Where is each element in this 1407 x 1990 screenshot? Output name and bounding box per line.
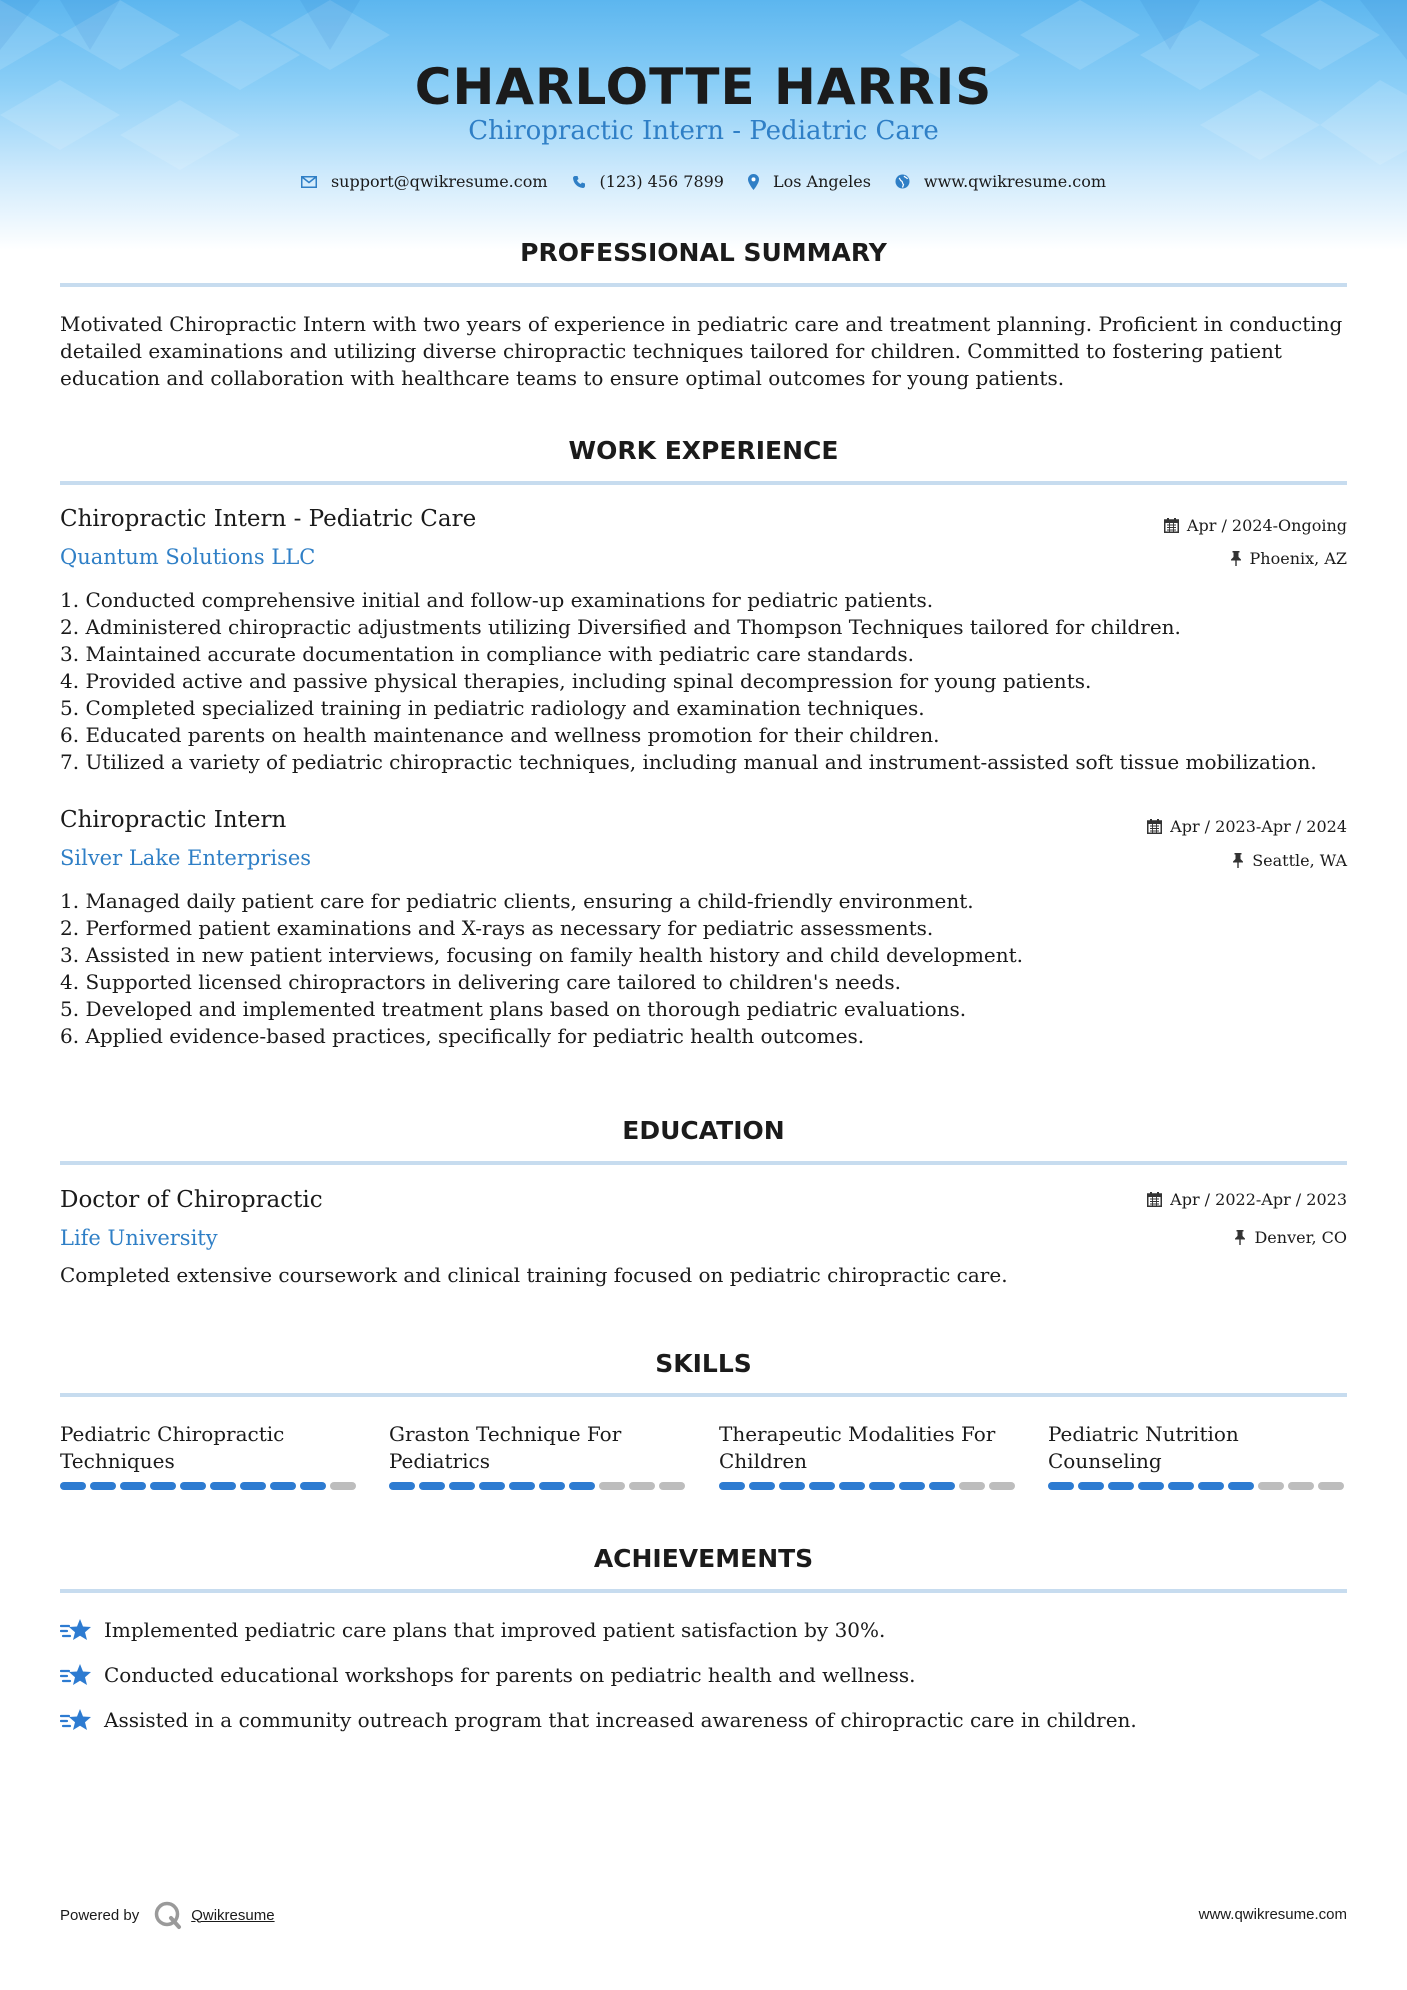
skill-segment-filled <box>449 1482 475 1490</box>
skill-segment-filled <box>240 1482 266 1490</box>
skill-segment-filled <box>749 1482 775 1490</box>
skill-segment-filled <box>1108 1482 1134 1490</box>
skill-segment-filled <box>389 1482 415 1490</box>
skill-segment-filled <box>419 1482 445 1490</box>
skill-name: Therapeutic Modalities For Children <box>719 1422 996 1473</box>
website-text: www.qwikresume.com <box>923 172 1107 191</box>
job-1-dates <box>1164 516 1347 535</box>
contact-email[interactable] <box>301 172 548 191</box>
skill-segment-filled <box>539 1482 565 1490</box>
skill-segment-filled <box>569 1482 595 1490</box>
list-item: 3. Assisted in new patient interviews, focusing on family health history and child development. <box>60 943 1024 967</box>
job-2-location-text: Seattle, WA <box>1252 851 1347 870</box>
skill-segment-empty <box>989 1482 1015 1490</box>
skill-segment-filled <box>180 1482 206 1490</box>
phone-icon <box>572 175 586 189</box>
job-2-bullets <box>60 888 1350 1050</box>
skill-level-bar <box>719 1482 1019 1490</box>
job-2-company: Silver Lake Enterprises <box>60 846 312 870</box>
list-item: 6. Applied evidence-based practices, specifically for pediatric health outcomes. <box>60 1024 865 1048</box>
skill-item-2 <box>389 1421 689 1490</box>
education-dates <box>1147 1190 1347 1209</box>
job-1-dates-text: Apr / 2024-Ongoing <box>1186 516 1347 535</box>
skill-segment-empty <box>629 1482 655 1490</box>
achievement-text: Assisted in a community outreach program that increased awareness of chiropractic care in children. <box>104 1708 1137 1732</box>
contact-location <box>748 172 871 191</box>
skill-segment-empty <box>330 1482 356 1490</box>
skill-item-4 <box>1048 1421 1348 1490</box>
list-item: 5. Developed and implemented treatment plans based on thorough pediatric evaluations. <box>60 997 967 1021</box>
achievements-heading: ACHIEVEMENTS <box>593 1544 814 1573</box>
education-dates-text: Apr / 2022-Apr / 2023 <box>1170 1190 1347 1209</box>
education-heading: EDUCATION <box>622 1116 785 1145</box>
skill-segment-filled <box>929 1482 955 1490</box>
map-pin-icon <box>748 174 759 190</box>
contact-website[interactable] <box>895 172 1106 191</box>
star-award-icon <box>60 1617 92 1643</box>
skill-segment-filled <box>839 1482 865 1490</box>
skill-segment-filled <box>120 1482 146 1490</box>
skills-heading: SKILLS <box>655 1349 752 1378</box>
skill-segment-filled <box>479 1482 505 1490</box>
pushpin-icon <box>1234 1230 1246 1245</box>
skill-segment-filled <box>210 1482 236 1490</box>
list-item: 1. Managed daily patient care for pediatric clients, ensuring a child-friendly environment. <box>60 889 974 913</box>
skill-segment-filled <box>1048 1482 1074 1490</box>
skill-segment-filled <box>809 1482 835 1490</box>
list-item: 2. Administered chiropractic adjustments utilizing Diversified and Thompson Techniques tailored for children. <box>60 615 1181 639</box>
list-item: 1. Conducted comprehensive initial and follow-up examinations for pediatric patients. <box>60 588 934 612</box>
skill-item-3 <box>719 1421 1019 1490</box>
footer-powered-by <box>60 1900 275 1930</box>
skill-segment-filled <box>869 1482 895 1490</box>
skill-segment-empty <box>659 1482 685 1490</box>
skill-segment-empty <box>1318 1482 1344 1490</box>
pushpin-icon <box>1232 853 1244 868</box>
list-item: 3. Maintained accurate documentation in compliance with pediatric care standards. <box>60 642 914 666</box>
location-text: Los Angeles <box>772 172 871 191</box>
calendar-icon <box>1147 819 1162 834</box>
achievement-text: Conducted educational workshops for parents on pediatric health and wellness. <box>104 1663 916 1687</box>
job-2-location <box>1232 851 1347 870</box>
skill-segment-empty <box>1258 1482 1284 1490</box>
skill-level-bar <box>1048 1482 1348 1490</box>
skill-segment-filled <box>300 1482 326 1490</box>
powered-by-label: Powered by <box>60 1906 140 1924</box>
job-2-title: Chiropractic Intern <box>60 807 287 833</box>
experience-divider <box>60 481 1347 485</box>
list-item: 7. Utilized a variety of pediatric chiropractic techniques, including manual and instrument-assisted soft tissue mobilization. <box>60 750 1317 774</box>
summary-text: Motivated Chiropractic Intern with two years of experience in pediatric care and treatment planning. Proficient in conducting detailed examinations and utilizing diverse chiropractic techniques tailored for children. Committed to fostering patient education and collaboration with healthcare teams to ensure optimal outcomes for young patients. <box>60 312 1343 390</box>
skill-segment-filled <box>899 1482 925 1490</box>
job-1-title: Chiropractic Intern - Pediatric Care <box>60 506 477 532</box>
job-1-location <box>1230 549 1347 568</box>
skill-name: Pediatric Nutrition Counseling <box>1048 1422 1239 1473</box>
achievement-item <box>60 1617 885 1643</box>
summary-heading: PROFESSIONAL SUMMARY <box>520 238 887 267</box>
education-school: Life University <box>60 1226 218 1250</box>
skill-item-1 <box>60 1421 360 1490</box>
list-item: 5. Completed specialized training in pediatric radiology and examination techniques. <box>60 696 925 720</box>
footer-website[interactable]: www.qwikresume.com <box>1198 1906 1347 1923</box>
education-divider <box>60 1161 1347 1165</box>
skill-segment-filled <box>779 1482 805 1490</box>
skill-level-bar <box>60 1482 360 1490</box>
email-text: support@qwikresume.com <box>330 172 548 191</box>
education-degree: Doctor of Chiropractic <box>60 1187 323 1213</box>
skill-segment-empty <box>599 1482 625 1490</box>
calendar-icon <box>1164 518 1179 533</box>
job-1-bullets <box>60 587 1350 776</box>
calendar-icon <box>1147 1192 1162 1207</box>
skill-segment-filled <box>509 1482 535 1490</box>
job-2-dates <box>1147 817 1347 836</box>
achievement-text: Implemented pediatric care plans that improved patient satisfaction by 30%. <box>104 1618 886 1642</box>
skill-name: Pediatric Chiropractic Techniques <box>60 1422 285 1473</box>
envelope-icon <box>301 176 317 188</box>
list-item: 4. Supported licensed chiropractors in delivering care tailored to children's needs. <box>60 970 901 994</box>
skill-name: Graston Technique For Pediatrics <box>389 1422 622 1473</box>
list-item: 6. Educated parents on health maintenance and wellness promotion for their children. <box>60 723 940 747</box>
skill-segment-filled <box>90 1482 116 1490</box>
globe-icon <box>895 174 910 189</box>
pushpin-icon <box>1230 551 1242 566</box>
skill-segment-filled <box>1198 1482 1224 1490</box>
qwikresume-link[interactable]: Qwikresume <box>191 1906 275 1924</box>
skills-divider <box>60 1393 1347 1397</box>
experience-heading: WORK EXPERIENCE <box>568 436 839 465</box>
achievements-divider <box>60 1589 1347 1593</box>
education-location-text: Denver, CO <box>1254 1228 1347 1247</box>
qwikresume-logo-icon <box>153 1900 183 1930</box>
achievement-item <box>60 1707 1137 1733</box>
contact-phone[interactable] <box>572 172 724 191</box>
star-award-icon <box>60 1707 92 1733</box>
skill-segment-filled <box>270 1482 296 1490</box>
list-item: 4. Provided active and passive physical therapies, including spinal decompression for young patients. <box>60 669 1092 693</box>
job-2-dates-text: Apr / 2023-Apr / 2024 <box>1170 817 1347 836</box>
job-1-location-text: Phoenix, AZ <box>1249 549 1347 568</box>
skill-segment-empty <box>1288 1482 1314 1490</box>
summary-divider <box>60 283 1347 287</box>
star-award-icon <box>60 1662 92 1688</box>
skill-level-bar <box>389 1482 689 1490</box>
education-location <box>1234 1228 1347 1247</box>
phone-text: (123) 456 7899 <box>599 172 724 191</box>
contact-bar <box>0 172 1407 191</box>
skill-segment-filled <box>60 1482 86 1490</box>
skill-segment-filled <box>719 1482 745 1490</box>
achievement-item <box>60 1662 916 1688</box>
job-1-company: Quantum Solutions LLC <box>60 545 316 569</box>
education-description: Completed extensive coursework and clinical training focused on pediatric chiropractic care. <box>60 1263 1008 1287</box>
skill-segment-filled <box>1138 1482 1164 1490</box>
skill-segment-filled <box>150 1482 176 1490</box>
candidate-title: Chiropractic Intern - Pediatric Care <box>468 116 939 146</box>
skill-segment-filled <box>1168 1482 1194 1490</box>
skill-segment-empty <box>959 1482 985 1490</box>
list-item: 2. Performed patient examinations and X-rays as necessary for pediatric assessments. <box>60 916 934 940</box>
candidate-name: CHARLOTTE HARRIS <box>414 58 993 116</box>
skill-segment-filled <box>1228 1482 1254 1490</box>
skill-segment-filled <box>1078 1482 1104 1490</box>
